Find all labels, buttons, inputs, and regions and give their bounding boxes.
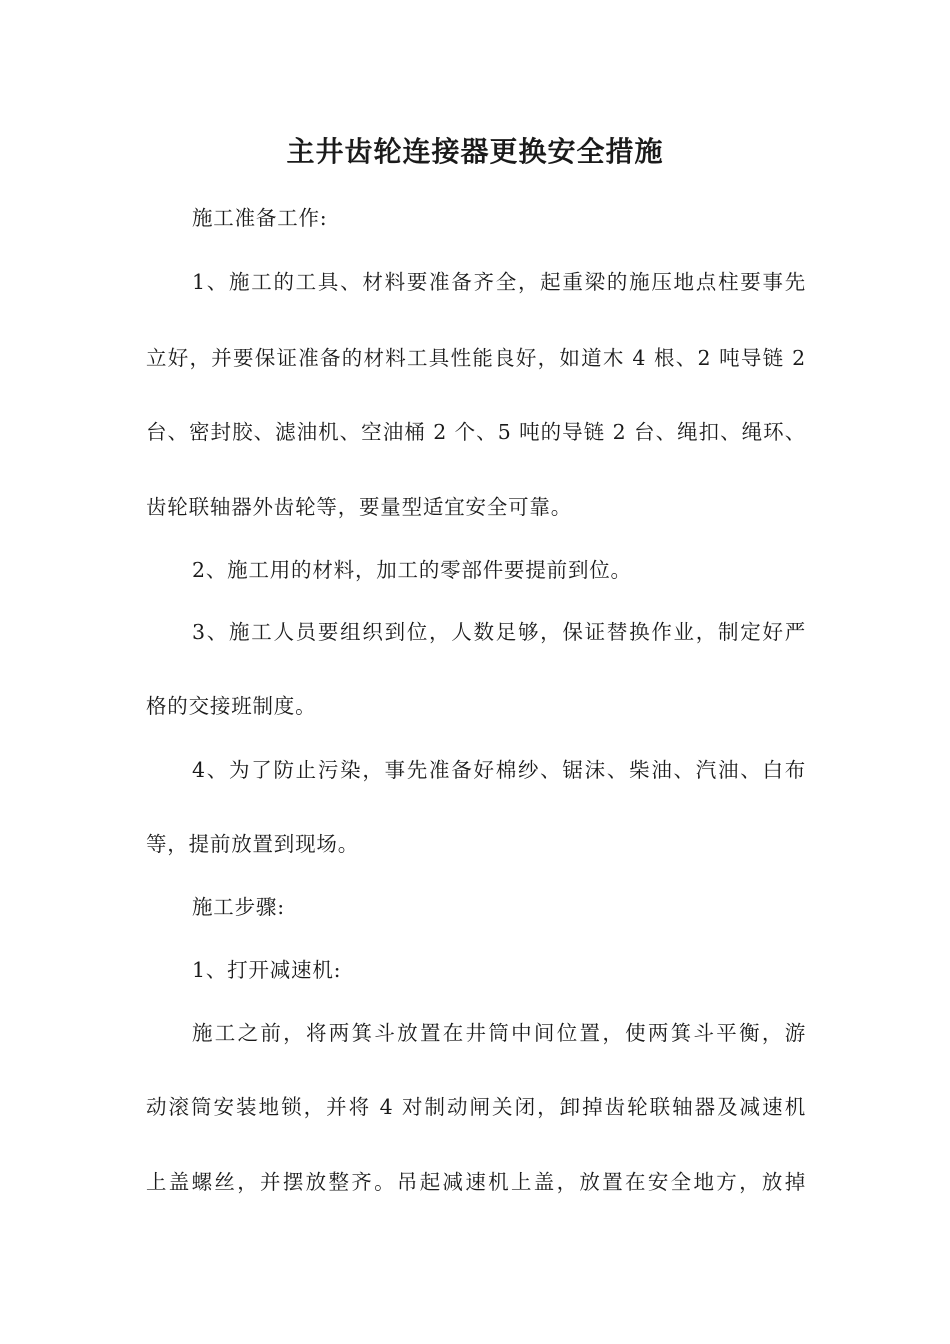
- section-heading-preparation: 施工准备工作:: [192, 206, 328, 230]
- paragraph-line: 格的交接班制度。: [146, 694, 317, 718]
- step-heading: 1、打开减速机:: [192, 958, 342, 982]
- paragraph-line: 施工之前，将两箕斗放置在井筒中间位置，使两箕斗平衡，游: [192, 1021, 806, 1045]
- paragraph-line: 1、施工的工具、材料要准备齐全，起重梁的施压地点柱要事先: [192, 270, 806, 294]
- paragraph-line: 2、施工用的材料，加工的零部件要提前到位。: [192, 558, 632, 582]
- document-title: 主井齿轮连接器更换安全措施: [286, 135, 664, 168]
- paragraph-line: 3、施工人员要组织到位，人数足够，保证替换作业，制定好严: [192, 620, 806, 644]
- paragraph-line: 动滚筒安装地锁，并将 4 对制动闸关闭，卸掉齿轮联轴器及减速机: [146, 1095, 806, 1119]
- paragraph-line: 立好，并要保证准备的材料工具性能良好，如道木 4 根、2 吨导链 2: [146, 346, 806, 370]
- paragraph-line: 等，提前放置到现场。: [146, 832, 359, 856]
- paragraph-line: 齿轮联轴器外齿轮等，要量型适宜安全可靠。: [146, 495, 572, 519]
- section-heading-steps: 施工步骤:: [192, 895, 285, 919]
- paragraph-line: 台、密封胶、滤油机、空油桶 2 个、5 吨的导链 2 台、绳扣、绳环、: [146, 420, 806, 444]
- paragraph-line: 上盖螺丝，并摆放整齐。吊起减速机上盖，放置在安全地方，放掉: [146, 1170, 806, 1194]
- paragraph-line: 4、为了防止污染，事先准备好棉纱、锯沫、柴油、汽油、白布: [192, 758, 806, 782]
